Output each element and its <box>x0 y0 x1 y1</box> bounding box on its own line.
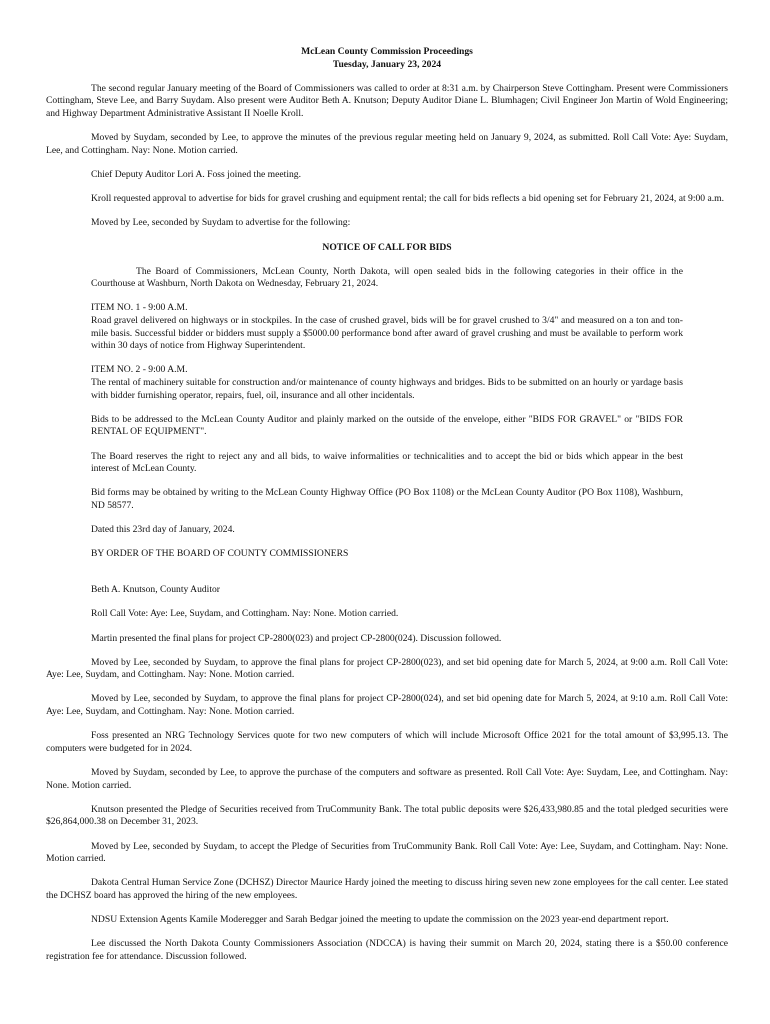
notice-signer: Beth A. Knutson, County Auditor <box>91 584 220 596</box>
notice-opening: The Board of Commissioners, McLean County, North Dakota, will open sealed bids in the following categories in their office in the Courthouse at Washburn, North Dakota on Wednesday, February 21, 2024. <box>91 265 683 290</box>
paragraph-advertise-motion: Moved by Lee, seconded by Suydam to advertise for the following: <box>91 217 351 229</box>
paragraph-foss-joined: Chief Deputy Auditor Lori A. Foss joined the meeting. <box>91 168 301 180</box>
paragraph-ndsu-extension: NDSU Extension Agents Kamile Moderegger and Sarah Bedgar joined the meeting to update the commission on the 2023 year-end department report. <box>91 914 669 926</box>
martin-plans: Martin presented the final plans for project CP-2800(023) and project CP-2800(024). Discussion followed. <box>91 632 502 644</box>
paragraph-plans-023: Moved by Lee, seconded by Suydam, to approve the final plans for project CP-2800(023), and set bid opening date for March 5, 2024, at 9:00 a.m. Roll Call Vote: Aye: Lee, Suydam, and Cottingham. Nay: None. Motion carried. <box>46 656 728 681</box>
paragraph-computer-purchase: Moved by Suydam, seconded by Lee, to approve the purchase of the computers and software as presented. Roll Call Vote: Aye: Suydam, Lee, and Cottingham. Nay: None. Motion carried. <box>46 767 728 791</box>
notice-address: Bids to be addressed to the McLean County Auditor and plainly marked on the outside of the envelope, either "BIDS FOR GRAVEL" or "BIDS FOR RENTAL OF EQUIPMENT". <box>91 413 683 438</box>
item1-text: Road gravel delivered on highways or in stockpiles. In the case of crushed gravel, bids will be for gravel crushed to 3/4" and measured on a ton and ton-mile basis. Successful bidder or bidders must supply a $5000.00 performance bond after award of gravel crushing and must be available to perform work within 30 days of notice from Highway Superintendent. <box>91 315 683 352</box>
paragraph-kroll-request: Kroll requested approval to advertise for bids for gravel crushing and equipment rental; the call for bids reflects a bid opening set for February 21, 2024, at 9:00 a.m. <box>91 193 725 205</box>
document-page <box>46 46 728 975</box>
notice-dated: Dated this 23rd day of January, 2024. <box>91 524 235 536</box>
meeting-date: Tuesday, January 23, 2024 <box>332 58 442 70</box>
paragraph-dchsz: Dakota Central Human Service Zone (DCHSZ) Director Maurice Hardy joined the meeting to discuss hiring seven new zone employees for the call center. Lee stated the DCHSZ board has approved the hiring of the new employees. <box>46 877 728 901</box>
paragraph-pledge-accept: Moved by Lee, seconded by Suydam, to accept the Pledge of Securities from TruCommunity Bank. Roll Call Vote: Aye: Lee, Suydam, and Cottingham. Nay: None. Motion carried. <box>46 840 728 865</box>
paragraph-minutes-approval: Moved by Suydam, seconded by Lee, to approve the minutes of the previous regular meeting held on January 9, 2024, as submitted. Roll Call Vote: Aye: Suydam, Lee, and Cottingham. Nay: None. Motion carried. <box>46 132 728 156</box>
notice-reserve: The Board reserves the right to reject any and all bids, to waive informalities or technicalities and to accept the bid or bids which appear in the best interest of McLean County. <box>91 450 683 475</box>
paragraph-call-to-order: The second regular January meeting of the Board of Commissioners was called to order at 8:31 a.m. by Chairperson Steve Cottingham. Present were Commissioners Cottingham, Steve Lee, and Barry Suydam. Also present were Auditor Beth A. Knutson; Deputy Auditor Diane L. Blumhagen; Civil Engineer Jon Martin of Wold Engineering; and Highway Department Administrative Assistant II Noelle Kroll. <box>46 82 728 119</box>
notice-block <box>91 266 683 645</box>
notice-heading: NOTICE OF CALL FOR BIDS <box>322 241 452 253</box>
paragraph-plans-024: Moved by Lee, seconded by Suydam, to approve the final plans for project CP-2800(024), and set bid opening date for March 5, 2024, at 9:10 a.m. Roll Call Vote: Aye: Lee, Suydam, and Cottingham. Nay: None. Motion carried. <box>46 693 728 718</box>
paragraph-ndcca: Lee discussed the North Dakota County Commissioners Association (NDCCA) is having their summit on March 20, 2024, stating there is a $50.00 conference registration fee for attendance. Discussion followed. <box>46 938 728 962</box>
paragraph-computer-quote: Foss presented an NRG Technology Services quote for two new computers of which will include Microsoft Office 2021 for the total amount of $3,995.13. The computers were budgeted for in 2024. <box>46 730 728 754</box>
notice-forms: Bid forms may be obtained by writing to the McLean County Highway Office (PO Box 1108) or the McLean County Auditor (PO Box 1108), Washburn, ND 58577. <box>91 487 683 511</box>
notice-order: BY ORDER OF THE BOARD OF COUNTY COMMISSIONERS <box>91 548 349 560</box>
item2-title: ITEM NO. 2 - 9:00 A.M. <box>91 364 188 376</box>
notice-rollcall: Roll Call Vote: Aye: Lee, Suydam, and Cottingham. Nay: None. Motion carried. <box>91 608 399 620</box>
item1-title: ITEM NO. 1 - 9:00 A.M. <box>91 302 188 314</box>
document-title: McLean County Commission Proceedings <box>301 46 473 57</box>
paragraph-pledge-securities: Knutson presented the Pledge of Securities received from TruCommunity Bank. The total public deposits were $26,433,980.85 and the total pledged securities were $26,864,000.38 on December 31, 2023. <box>46 803 728 828</box>
item2-text: The rental of machinery suitable for construction and/or maintenance of county highways and bridges. Bids to be submitted on an hourly or yardage basis with bidder furnishing operator, repairs, fuel, oil, insurance and all other incidentals. <box>91 377 683 401</box>
